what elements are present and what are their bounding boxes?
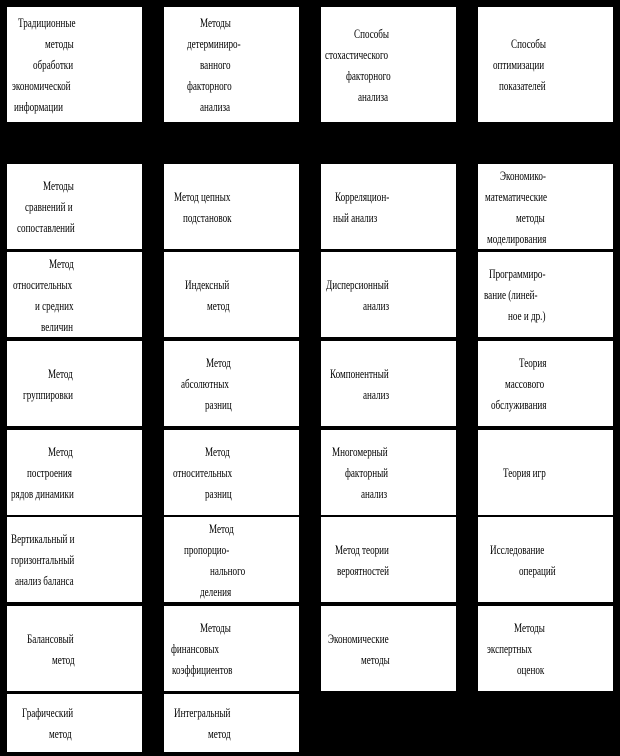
box-text-line: величин <box>41 319 74 334</box>
box-text-line: коэффициентов <box>172 662 233 677</box>
box-text-line: Методы <box>200 620 231 635</box>
box-text-line: сопоставлений <box>17 220 75 235</box>
box-text-line: анализа <box>358 89 389 104</box>
box-text-line: вероятностей <box>337 563 389 578</box>
method-box <box>478 430 613 515</box>
box-text-line: нального <box>210 563 246 578</box>
box-text-line: и средних <box>35 298 74 313</box>
method-box <box>478 517 613 602</box>
box-text-line: анализ <box>361 486 388 501</box>
box-text-line: методы <box>361 652 390 667</box>
box-text-line: детерминиро- <box>187 36 241 51</box>
box-text-line: экономической <box>12 78 71 93</box>
box-text-line: методы <box>45 36 74 51</box>
box-text-line: Способы <box>511 36 547 51</box>
box-text-line: финансовых <box>171 641 220 656</box>
box-text-line: Балансовый <box>27 631 74 646</box>
method-box <box>164 517 299 602</box>
box-text-line: Метод теории <box>335 542 389 557</box>
category-header-box <box>478 7 613 122</box>
box-text-line: оценок <box>517 662 545 677</box>
box-text-line: относительных <box>173 465 233 480</box>
box-text-line: анализа <box>200 99 231 114</box>
box-text-line: абсолютных <box>181 376 229 391</box>
category-header-box <box>7 7 142 122</box>
box-text-line: Экономико- <box>500 168 546 183</box>
box-text-line: деления <box>200 584 232 599</box>
box-text-line: метод <box>49 726 72 741</box>
box-text-line: Компонентный <box>330 366 389 381</box>
box-text-line: экспертных <box>487 641 532 656</box>
box-text-line: оптимизации <box>493 57 545 72</box>
method-box <box>7 252 142 337</box>
box-text-line: метод <box>207 298 230 313</box>
box-text-line: разниц <box>205 486 232 501</box>
box-text-line: анализ <box>363 387 390 402</box>
box-text-line: операций <box>519 563 556 578</box>
method-box <box>321 341 456 426</box>
method-box <box>478 252 613 337</box>
box-text-line: Корреляцион- <box>335 189 390 204</box>
method-box <box>7 430 142 515</box>
method-box <box>321 430 456 515</box>
box-text-line: Традиционные <box>18 15 76 30</box>
box-text-line: подстановок <box>183 210 232 225</box>
box-text-line: Метод <box>48 366 73 381</box>
box-text-line: Метод <box>48 444 73 459</box>
method-box <box>321 517 456 602</box>
box-text-line: Графический <box>22 705 74 720</box>
box-text-line: анализ <box>363 298 390 313</box>
box-text-line: вание (линей- <box>484 287 538 302</box>
method-box <box>478 606 613 691</box>
box-text-line: анализ баланса <box>15 573 74 588</box>
box-text-line: массового <box>505 376 545 391</box>
box-text-line: моделирования <box>487 231 547 246</box>
box-text-line: Способы <box>354 26 390 41</box>
box-text-line: факторного <box>346 68 391 83</box>
box-text-line: группировки <box>23 387 74 402</box>
method-box <box>321 252 456 337</box>
box-text-line: Вертикальный и <box>11 531 75 546</box>
box-text-line: информации <box>14 99 63 114</box>
method-box <box>7 341 142 426</box>
method-box <box>321 164 456 249</box>
method-box <box>164 164 299 249</box>
box-text-line: горизонтальный <box>11 552 75 567</box>
method-box <box>164 694 299 752</box>
box-text-line: факторного <box>187 78 232 93</box>
category-header-box <box>164 7 299 122</box>
box-text-line: обработки <box>33 57 74 72</box>
method-box <box>7 517 142 602</box>
box-text-line: Метод <box>206 355 231 370</box>
box-text-line: Исследование <box>490 542 545 557</box>
box-text-line: Программиро- <box>489 266 546 281</box>
box-text-line: Теория игр <box>503 465 546 480</box>
box-text-line: относительных <box>13 277 73 292</box>
box-text-line: Методы <box>200 15 231 30</box>
method-box <box>164 252 299 337</box>
box-text-line: методы <box>516 210 545 225</box>
box-text-line: Теория <box>519 355 547 370</box>
box-text-line: Индексный <box>185 277 230 292</box>
box-text-line: ванного <box>200 57 231 72</box>
category-header-box <box>321 7 456 122</box>
method-box <box>164 430 299 515</box>
box-text-line: Методы <box>514 620 545 635</box>
box-text-line: ное и др.) <box>508 308 546 323</box>
box-text-line: Метод цепных <box>174 189 231 204</box>
box-text-line: рядов динамики <box>11 486 74 501</box>
box-text-line: Многомерный <box>332 444 388 459</box>
box-text-line: Метод <box>205 444 230 459</box>
box-text-line: Интегральный <box>174 705 231 720</box>
box-text-line: Методы <box>43 178 74 193</box>
box-text-line: построения <box>27 465 72 480</box>
box-text-line: сравнений и <box>25 199 73 214</box>
box-text-line: математические <box>485 189 548 204</box>
method-box <box>7 164 142 249</box>
box-text-line: факторный <box>345 465 389 480</box>
method-box <box>164 341 299 426</box>
method-box <box>321 606 456 691</box>
box-text-line: разниц <box>205 397 232 412</box>
box-text-line: показателей <box>499 78 546 93</box>
box-text-line: стохастического <box>325 47 389 62</box>
method-box <box>7 606 142 691</box>
box-text-line: Дисперсионный <box>326 277 389 292</box>
box-text-line: Метод <box>49 256 74 271</box>
method-box <box>478 164 613 249</box>
box-text-line: Метод <box>209 521 234 536</box>
method-box <box>7 694 142 752</box>
box-text-line: обслуживания <box>491 397 547 412</box>
method-box <box>164 606 299 691</box>
box-text-line: пропорцио- <box>184 542 230 557</box>
box-text-line: Экономические <box>328 631 389 646</box>
box-text-line: ный анализ <box>333 210 378 225</box>
box-text-line: метод <box>208 726 231 741</box>
method-box <box>478 341 613 426</box>
box-text-line: метод <box>52 652 75 667</box>
